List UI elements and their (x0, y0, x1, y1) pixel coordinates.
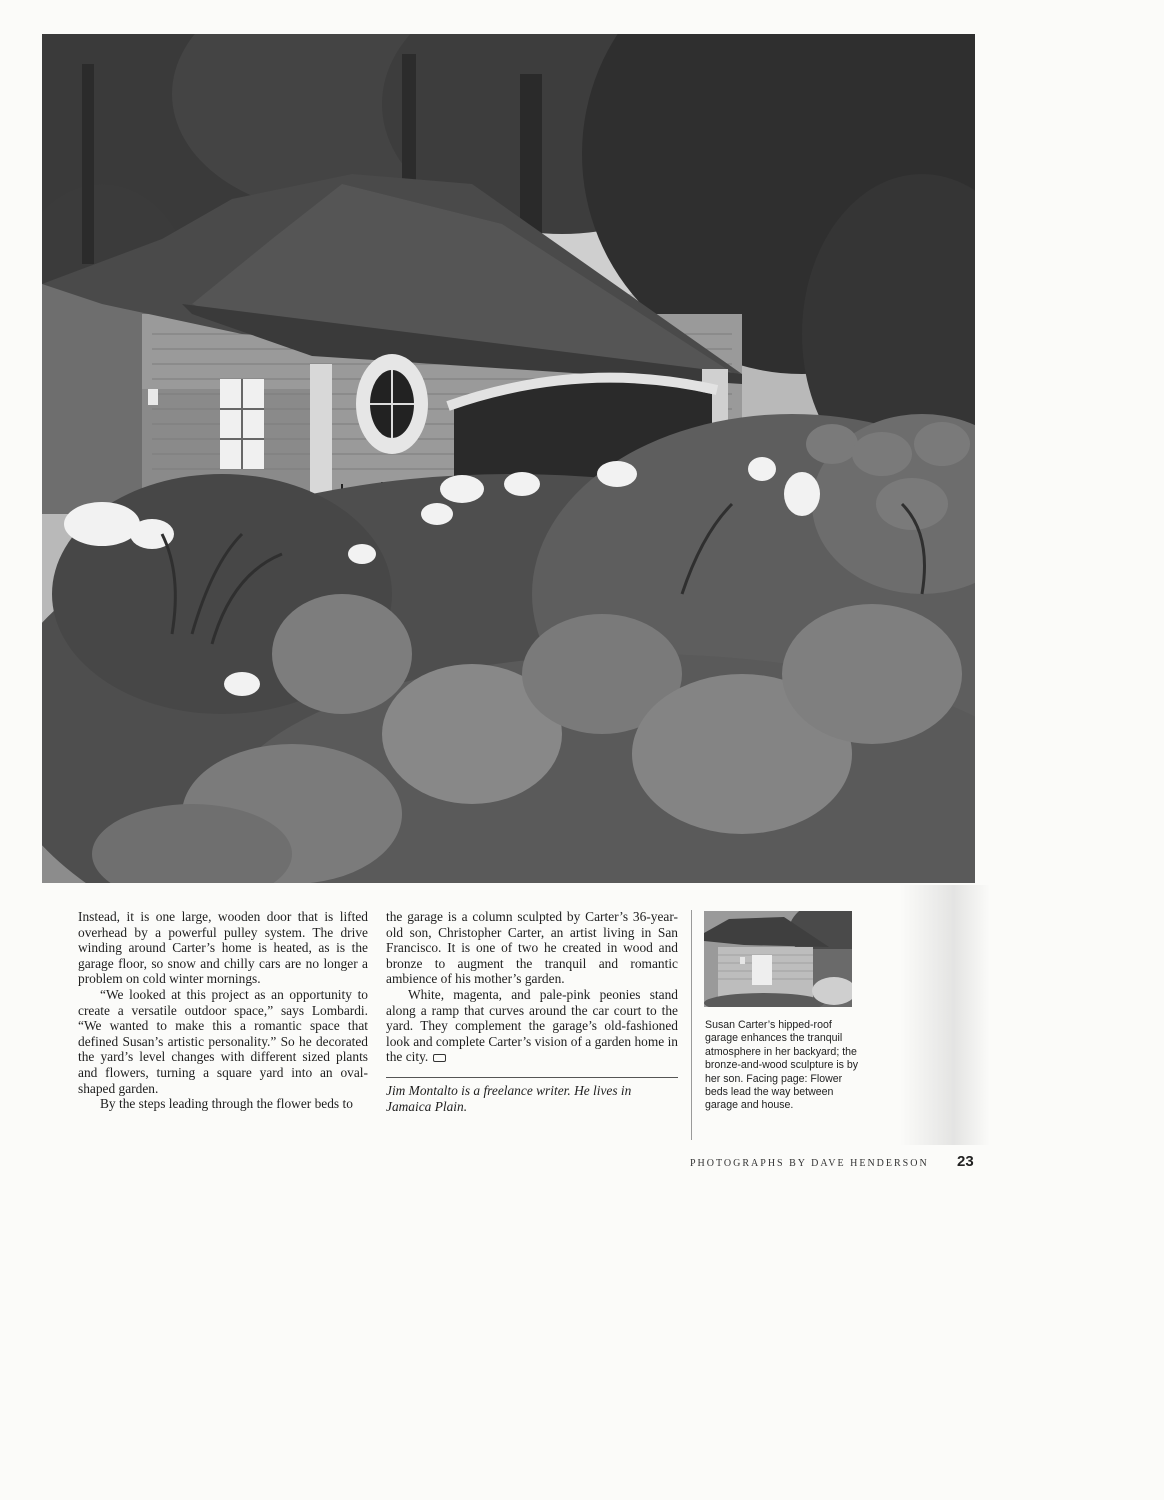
bio-divider (386, 1077, 678, 1078)
article-column-2 (386, 909, 678, 1065)
facing-page-ghost (900, 885, 990, 1145)
paragraph-4: the garage is a column sculpted by Carter’s 36-year-old son, Christopher Carter, an artist living in San Francisco. It is one of two he created in wood and bronze to augment the tranquil and romantic ambience of his mother’s garden. (386, 909, 678, 987)
inset-photograph (704, 911, 852, 1007)
photo-caption: Susan Carter’s hipped-roof garage enhances the tranquil atmosphere in her backyard; the bronze-and-wood sculpture is by her son. Facing page: Flower beds lead the way between garage and house. (705, 1019, 859, 1112)
column-divider (691, 910, 692, 1140)
paragraph-2: “We looked at this project as an opportunity to create a versatile outdoor space,” says Lombardi. “We wanted to make this a romantic space that defined Susan’s artistic personality.” So he decorated the yard’s level changes with different sized plants and flowers, turning a square yard into an oval-shaped garden. (78, 986, 368, 1096)
paragraph-5-text: White, magenta, and pale-pink peonies stand along a ramp that curves around the car court to the yard. They complement the garage’s old-fashioned look and complete Carter’s vision of a garden home in the city. (386, 986, 678, 1065)
end-mark-icon (433, 1054, 446, 1062)
garage-inset-photo (704, 911, 852, 1007)
paragraph-3: By the steps leading through the flower beds to (100, 1096, 353, 1112)
article-column-1 (78, 909, 368, 1112)
page-number: 23 (957, 1153, 974, 1170)
paragraph-1: Instead, it is one large, wooden door that is lifted overhead by a powerful pulley system. The drive winding around Carter’s home is heated, as is the garage floor, so snow and chilly cars are no longer a problem on cold winter mornings. (78, 909, 368, 987)
garage-garden-photo (42, 34, 975, 883)
photo-credit: PHOTOGRAPHS BY DAVE HENDERSON (690, 1158, 929, 1169)
main-photograph (42, 34, 975, 883)
author-bio: Jim Montalto is a freelance writer. He lives in Jamaica Plain. (386, 1083, 632, 1114)
paragraph-5 (386, 987, 678, 1065)
